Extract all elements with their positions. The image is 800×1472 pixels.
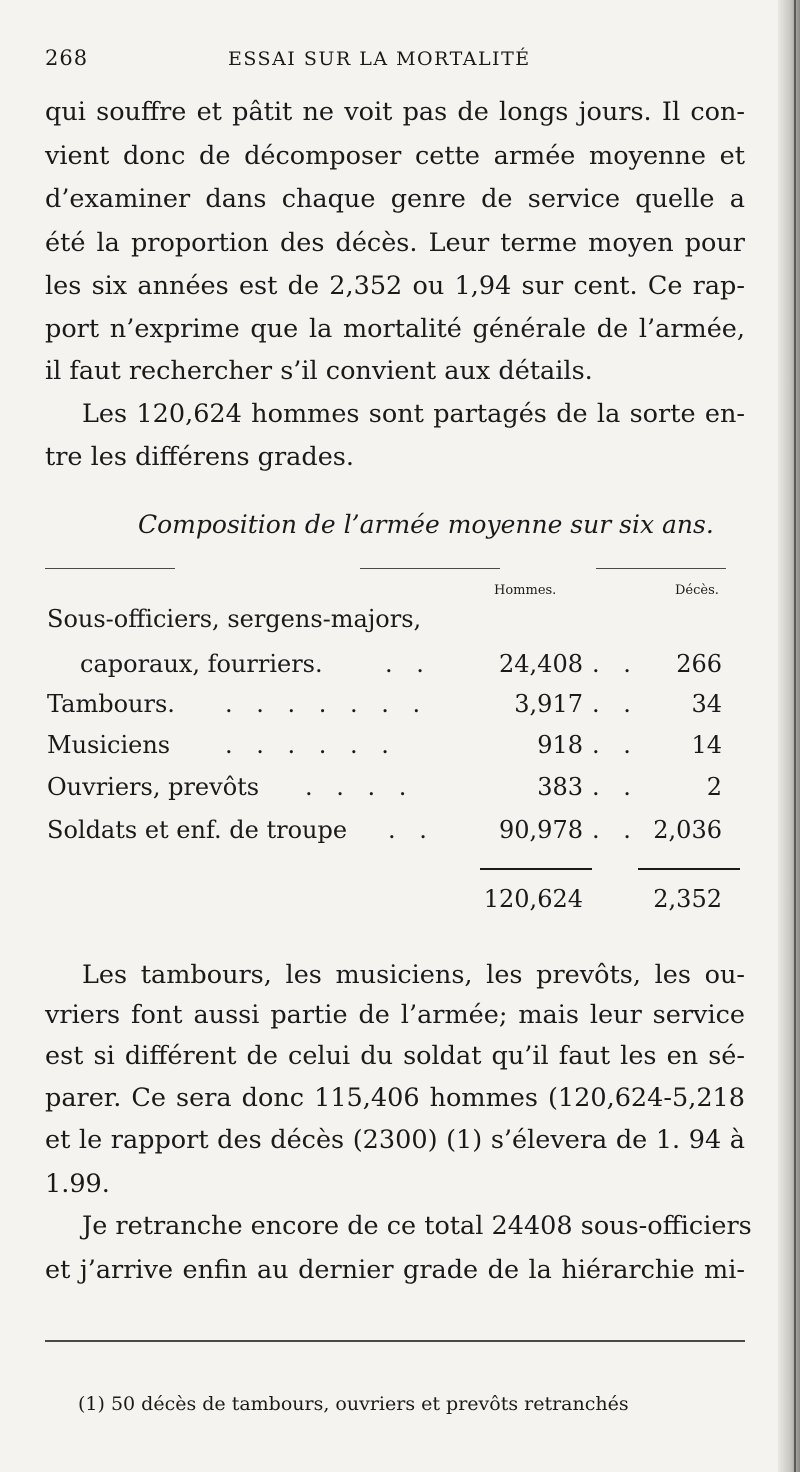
- paragraph-2-line-1: Les 120,624 hommes sont partagés de la sorte en-: [82, 399, 745, 429]
- paragraph-3-line-1: Les tambours, les musiciens, les prevôts, les ou-: [82, 960, 745, 990]
- table-cell-deces: 34: [691, 690, 722, 718]
- paragraph-1-line-6: port n’exprime que la mortalité générale de l’armée,: [45, 314, 745, 344]
- paragraph-1-line-1: qui souffre et pâtit ne voit pas de longs jours. Il con-: [45, 97, 745, 127]
- table-top-rule-left: [45, 568, 175, 569]
- leader-dots: . .: [385, 650, 432, 678]
- table-row-label: Sous-officiers, sergens-majors,: [47, 605, 422, 633]
- total-rule-hommes: [480, 868, 592, 870]
- leader-dots: . .: [592, 650, 639, 678]
- paragraph-4-line-2: et j’arrive enfin au dernier grade de la hiérarchie mi-: [45, 1255, 745, 1285]
- paragraph-3-line-3: est si différent de celui du soldat qu’il faut les en sé-: [45, 1041, 745, 1071]
- table-cell-deces: 2: [706, 773, 722, 801]
- leader-dots: . .: [592, 690, 639, 718]
- table-row-label: Tambours.: [47, 690, 175, 718]
- leader-dots: . .: [388, 816, 435, 844]
- total-deces: 2,352: [653, 885, 722, 913]
- table-cell-hommes: 24,408: [499, 650, 583, 678]
- paragraph-1-line-4: été la proportion des décès. Leur terme moyen pour: [45, 228, 745, 258]
- paragraph-2-line-2: tre les différens grades.: [45, 442, 354, 472]
- paragraph-1-line-2: vient donc de décomposer cette armée moyenne et: [45, 141, 745, 171]
- paragraph-3-line-4: parer. Ce sera donc 115,406 hommes (120,624-5,218: [45, 1083, 745, 1113]
- page-edge-shadow: [778, 0, 800, 1472]
- table-cell-hommes: 383: [537, 773, 583, 801]
- paragraph-1-line-5: les six années est de 2,352 ou 1,94 sur cent. Ce rap-: [45, 271, 745, 301]
- page-number: 268: [45, 46, 89, 70]
- column-header-deces: Décès.: [675, 583, 719, 598]
- running-head: [45, 46, 750, 76]
- leader-dots: . .: [592, 816, 639, 844]
- table-cell-hommes: 90,978: [499, 816, 583, 844]
- table-row-label: caporaux, fourriers.: [80, 650, 323, 678]
- table-cell-hommes: 3,917: [514, 690, 583, 718]
- table-cell-hommes: 918: [537, 731, 583, 759]
- leader-dots: . . . .: [305, 773, 415, 801]
- leader-dots: . .: [592, 731, 639, 759]
- table-row-label: Musiciens: [47, 731, 171, 759]
- header-title: ESSAI SUR LA MORTALITÉ: [228, 48, 531, 70]
- paragraph-1-line-3: d’examiner dans chaque genre de service quelle a: [45, 184, 745, 214]
- table-cell-deces: 266: [676, 650, 722, 678]
- leader-dots: . . . . . . .: [225, 690, 429, 718]
- table-title: Composition de l’armée moyenne sur six ans.: [138, 510, 714, 539]
- table-row-label: Ouvriers, prevôts: [47, 773, 260, 801]
- footnote: (1) 50 décès de tambours, ouvriers et prevôts retranchés: [78, 1393, 629, 1415]
- table-top-rule-right: [596, 568, 726, 569]
- total-rule-deces: [638, 868, 740, 870]
- column-header-hommes: Hommes.: [494, 583, 557, 598]
- leader-dots: . .: [592, 773, 639, 801]
- table-cell-deces: 14: [691, 731, 722, 759]
- leader-dots: . . . . . .: [225, 731, 397, 759]
- table-row-label: Soldats et enf. de troupe: [47, 816, 348, 844]
- footnote-separator: [45, 1340, 745, 1342]
- paragraph-3-line-6: 1.99.: [45, 1169, 110, 1199]
- paragraph-4-line-1: Je retranche encore de ce total 24408 sous-officiers: [82, 1211, 752, 1241]
- page-edge-line: [794, 0, 796, 1472]
- paragraph-3-line-2: vriers font aussi partie de l’armée; mais leur service: [45, 1000, 745, 1030]
- total-hommes: 120,624: [483, 885, 583, 913]
- table-cell-deces: 2,036: [653, 816, 722, 844]
- table-top-rule-middle: [360, 568, 500, 569]
- paragraph-1-line-7: il faut rechercher s’il convient aux détails.: [45, 356, 593, 386]
- paragraph-3-line-5: et le rapport des décès (2300) (1) s’élevera de 1. 94 à: [45, 1125, 745, 1155]
